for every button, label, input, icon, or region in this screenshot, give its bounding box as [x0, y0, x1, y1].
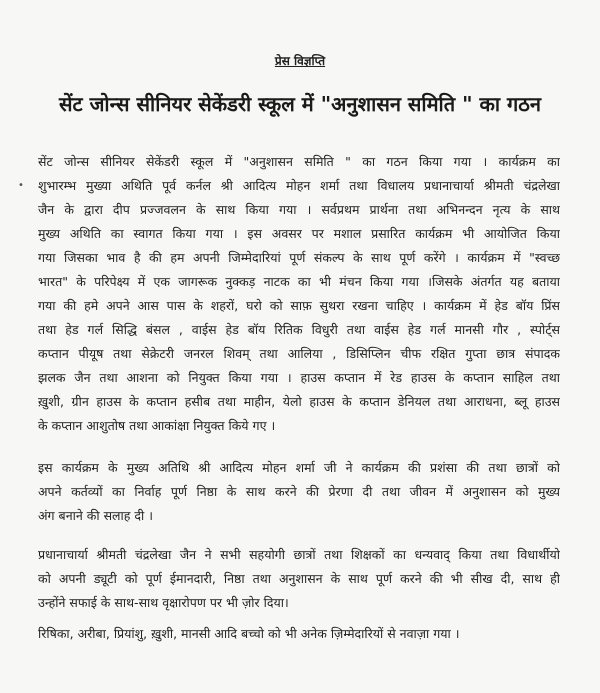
text-line: अंग बनाने की सलाह दी । [38, 508, 153, 523]
text-line: जैन के द्वारा दीप प्रज्जवलन के साथ किया गया । सर्वप्रथम प्रार्थना तथा अभिनन्दन नृत्य के साथ [38, 202, 560, 217]
paragraph-2 [38, 456, 560, 528]
text-line: के कप्तान आशुतोष तथा आकांक्षा नियुक्त किये गए । [38, 418, 276, 433]
paragraph-1 [38, 150, 560, 438]
text-line: तथा हेड गर्ल सिद्धि बंसल , वाईस हेड बॉय रितिक विधुरी तथा वाईस हेड गर्ल मानसी गौर , स्पोर्ट्स [38, 322, 560, 337]
text-line: ख़ुशी, ग्रीन हाउस के कप्तान हसीब तथा माहीन, येलो हाउस के कप्तान डेनियल तथा आराधना, ब्लू हाउस [38, 394, 560, 409]
text-line: गया जिसका भाव है की हम अपनी जिम्मेदारियां पूर्ण संकल्प के साथ पूर्ण करेंगे । कार्यक्रम में "स्वच्छ [38, 250, 560, 265]
text-line: मुख्य अथिति का स्वागत किया गया । इस अवसर पर मशाल प्रसारित कार्यक्रम भी आयोजित किया [38, 226, 560, 241]
text-line: प्रधानाचार्या श्रीमती चंद्रलेखा जैन ने सभी सहयोगी छात्रों तथा शिक्षकों का धन्यवाद् किया तथा विधार्थीयो [38, 547, 560, 562]
text-line: सेंट जोन्स सीनियर सेकेंडरी स्कूल में "अनुशासन समिति " का गठन किया गया । कार्यक्रम का [38, 154, 560, 169]
text-line: अपने कर्तव्यों का निर्वाह पूर्ण निष्ठा के साथ करने की प्रेरणा दी तथा जीवन में अनुशासन को मुख्य [38, 484, 560, 499]
paragraph-4 [38, 622, 560, 646]
document-title: सेंट जोन्स सीनियर सेकेंडरी स्कूल में "अनुशासन समिति " का गठन [59, 92, 541, 116]
text-line: झलक जैन तथा आशना को नियुक्त किया गया । हाउस कप्तान में रेड हाउस के कप्तान साहिल तथा [38, 370, 560, 385]
scan-mark: • [18, 180, 24, 191]
press-release-heading: प्रेस विज्ञप्ति [274, 54, 326, 68]
text-line: इस कार्यक्रम के मुख्य अतिथि श्री आदित्य मोहन शर्मा जी ने कार्यक्रम की प्रशंसा की तथा छात्रों को [38, 460, 560, 475]
paragraph-3 [38, 543, 560, 615]
text-line: कप्तान पीयूष तथा सेक्रेटरी जनरल शिवम् तथा आलिया , डिसिप्लिन चीफ रक्षित गुप्ता छात्र संपादक [38, 346, 560, 361]
text-line: भारत" के परिपेक्ष्य में एक जागरूक नुक्कड़ नाटक का भी मंचन किया गया ।जिसके अंतर्गत यह बताया [38, 274, 560, 289]
text-line: गया की हमे अपने आस पास के शहरों, घरो को साफ़ सुथरा रखना चाहिए । कार्यक्रम में हेड बॉय प्रिंस [38, 298, 560, 313]
text-line: उन्होंने सफाई के साथ-साथ वृक्षारोपण पर भी ज़ोर दिया। [38, 595, 289, 610]
text-line: रिषिका, अरीबा, प्रियांशु, ख़ुशी, मानसी आदि बच्चो को भी अनेक ज़िम्मेदारियों से नवाज़ा गया । [38, 626, 460, 641]
text-line: शुभारम्भ मुख्या अथिति पूर्व कर्नल श्री आदित्य मोहन शर्मा तथा विधालय प्रधानाचार्या श्रीमती चंद्रलेखा [38, 178, 560, 193]
text-line: को अपनी ड्यूटी को पूर्ण ईमानदारी, निष्ठा तथा अनुशासन के साथ पूर्ण करने की भी सीख दी, साथ ही [38, 571, 560, 586]
